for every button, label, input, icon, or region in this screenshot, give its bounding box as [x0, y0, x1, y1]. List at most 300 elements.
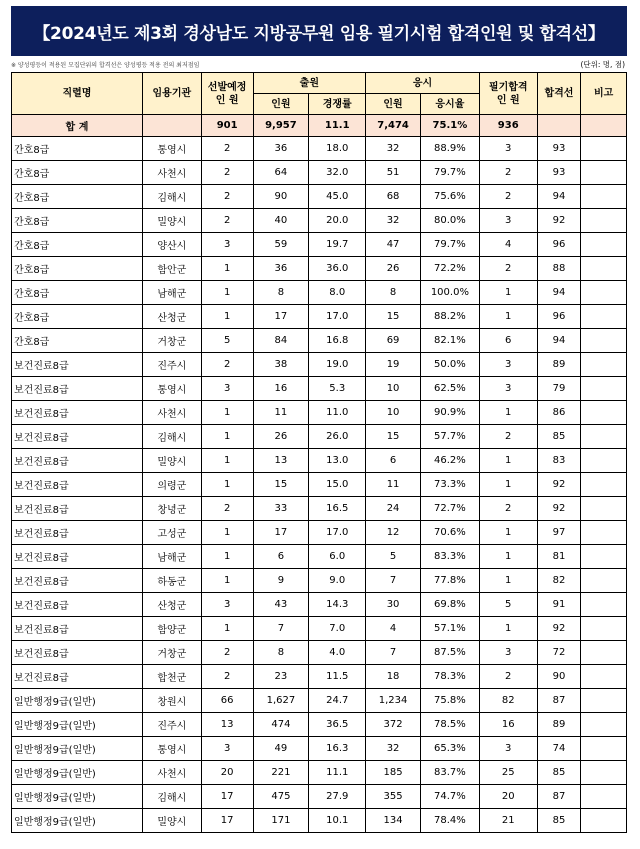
cell-job: 일반행정9급(일반) [12, 809, 143, 833]
cell-took-rate: 88.9% [420, 137, 479, 161]
cell-passed: 3 [479, 353, 537, 377]
cell-cutoff: 92 [537, 497, 581, 521]
header-job: 직렬명 [12, 73, 143, 115]
cell-planned: 1 [201, 257, 253, 281]
cell-competition: 27.9 [309, 785, 366, 809]
cell-planned: 66 [201, 689, 253, 713]
cell-planned: 2 [201, 641, 253, 665]
cell-competition: 17.0 [309, 305, 366, 329]
cell-competition: 7.0 [309, 617, 366, 641]
cell-job: 보건진료8급 [12, 353, 143, 377]
cell-cutoff: 87 [537, 689, 581, 713]
cell-passed: 2 [479, 185, 537, 209]
table-row [12, 761, 627, 785]
cell-applied: 15 [253, 473, 309, 497]
cell-took: 134 [366, 809, 421, 833]
cell-competition: 45.0 [309, 185, 366, 209]
cell-agency: 거창군 [142, 329, 201, 353]
cell-agency: 거창군 [142, 641, 201, 665]
cell-job: 일반행정9급(일반) [12, 785, 143, 809]
cell-competition: 11.5 [309, 665, 366, 689]
cell-planned: 17 [201, 785, 253, 809]
cell-planned: 1 [201, 473, 253, 497]
cell-applied: 8 [253, 281, 309, 305]
total-agency [142, 115, 201, 137]
cell-passed: 6 [479, 329, 537, 353]
cell-agency: 밀양시 [142, 809, 201, 833]
cell-took-rate: 72.2% [420, 257, 479, 281]
header-applied-count: 인원 [253, 94, 309, 115]
table-row [12, 497, 627, 521]
cell-job: 간호8급 [12, 257, 143, 281]
cell-remarks [581, 593, 627, 617]
header-agency: 임용기관 [142, 73, 201, 115]
cell-applied: 64 [253, 161, 309, 185]
cell-cutoff: 72 [537, 641, 581, 665]
cell-took-rate: 65.3% [420, 737, 479, 761]
cell-competition: 19.0 [309, 353, 366, 377]
cell-cutoff: 79 [537, 377, 581, 401]
cell-applied: 17 [253, 305, 309, 329]
cell-job: 일반행정9급(일반) [12, 713, 143, 737]
cell-planned: 5 [201, 329, 253, 353]
table-row [12, 665, 627, 689]
table-row [12, 713, 627, 737]
cell-took: 4 [366, 617, 421, 641]
cell-competition: 36.5 [309, 713, 366, 737]
unit-label: (단위: 명, 점) [580, 60, 625, 69]
cell-agency: 통영시 [142, 377, 201, 401]
cell-took: 26 [366, 257, 421, 281]
cell-remarks [581, 641, 627, 665]
cell-took: 47 [366, 233, 421, 257]
cell-remarks [581, 329, 627, 353]
cell-applied: 36 [253, 257, 309, 281]
total-competition: 11.1 [309, 115, 366, 137]
cell-competition: 17.0 [309, 521, 366, 545]
cell-applied: 17 [253, 521, 309, 545]
cell-remarks [581, 689, 627, 713]
cell-applied: 84 [253, 329, 309, 353]
cell-planned: 2 [201, 185, 253, 209]
cell-took: 30 [366, 593, 421, 617]
cell-job: 보건진료8급 [12, 473, 143, 497]
cell-passed: 4 [479, 233, 537, 257]
cell-agency: 통영시 [142, 137, 201, 161]
cell-applied: 8 [253, 641, 309, 665]
cell-took: 19 [366, 353, 421, 377]
cell-took-rate: 62.5% [420, 377, 479, 401]
cell-planned: 1 [201, 569, 253, 593]
cell-passed: 5 [479, 593, 537, 617]
cell-planned: 1 [201, 449, 253, 473]
cell-remarks [581, 209, 627, 233]
cell-cutoff: 74 [537, 737, 581, 761]
cell-took-rate: 77.8% [420, 569, 479, 593]
cell-cutoff: 85 [537, 809, 581, 833]
cell-cutoff: 92 [537, 473, 581, 497]
cell-took-rate: 74.7% [420, 785, 479, 809]
cell-job: 간호8급 [12, 233, 143, 257]
cell-competition: 10.1 [309, 809, 366, 833]
cell-planned: 2 [201, 161, 253, 185]
cell-competition: 9.0 [309, 569, 366, 593]
cell-competition: 13.0 [309, 449, 366, 473]
cell-took-rate: 73.3% [420, 473, 479, 497]
table-row [12, 521, 627, 545]
cell-planned: 3 [201, 593, 253, 617]
cell-passed: 2 [479, 425, 537, 449]
cell-job: 보건진료8급 [12, 593, 143, 617]
header-passed [479, 73, 537, 115]
results-table [11, 72, 627, 833]
cell-cutoff: 92 [537, 617, 581, 641]
cell-planned: 1 [201, 401, 253, 425]
cell-job: 보건진료8급 [12, 665, 143, 689]
header-remarks: 비고 [581, 73, 627, 115]
cell-agency: 고성군 [142, 521, 201, 545]
cell-took: 10 [366, 401, 421, 425]
cell-job: 일반행정9급(일반) [12, 689, 143, 713]
cell-job: 보건진료8급 [12, 569, 143, 593]
cell-job: 간호8급 [12, 209, 143, 233]
cell-cutoff: 88 [537, 257, 581, 281]
cell-passed: 2 [479, 257, 537, 281]
cell-competition: 36.0 [309, 257, 366, 281]
cell-took-rate: 75.8% [420, 689, 479, 713]
cell-took-rate: 87.5% [420, 641, 479, 665]
cell-planned: 20 [201, 761, 253, 785]
cell-passed: 2 [479, 161, 537, 185]
cell-remarks [581, 185, 627, 209]
table-row [12, 377, 627, 401]
cell-took: 5 [366, 545, 421, 569]
cell-job: 보건진료8급 [12, 641, 143, 665]
cell-passed: 20 [479, 785, 537, 809]
cell-applied: 7 [253, 617, 309, 641]
cell-cutoff: 92 [537, 209, 581, 233]
cell-applied: 90 [253, 185, 309, 209]
cell-cutoff: 90 [537, 665, 581, 689]
total-label: 합 계 [12, 115, 143, 137]
cell-job: 보건진료8급 [12, 449, 143, 473]
cell-cutoff: 85 [537, 761, 581, 785]
cell-cutoff: 94 [537, 281, 581, 305]
cell-remarks [581, 257, 627, 281]
cell-applied: 9 [253, 569, 309, 593]
cell-cutoff: 93 [537, 137, 581, 161]
cell-remarks [581, 305, 627, 329]
cell-took-rate: 70.6% [420, 521, 479, 545]
cell-agency: 진주시 [142, 353, 201, 377]
cell-applied: 26 [253, 425, 309, 449]
cell-competition: 4.0 [309, 641, 366, 665]
cell-remarks [581, 665, 627, 689]
cell-took-rate: 82.1% [420, 329, 479, 353]
cell-applied: 43 [253, 593, 309, 617]
cell-took-rate: 80.0% [420, 209, 479, 233]
cell-cutoff: 87 [537, 785, 581, 809]
cell-cutoff: 96 [537, 233, 581, 257]
cell-agency: 밀양시 [142, 449, 201, 473]
cell-agency: 산청군 [142, 305, 201, 329]
cell-took: 69 [366, 329, 421, 353]
cell-took: 32 [366, 737, 421, 761]
cell-planned: 1 [201, 545, 253, 569]
cell-job: 간호8급 [12, 161, 143, 185]
cell-planned: 2 [201, 137, 253, 161]
cell-applied: 23 [253, 665, 309, 689]
table-row [12, 689, 627, 713]
cell-remarks [581, 761, 627, 785]
header-took-rate: 응시율 [420, 94, 479, 115]
cell-planned: 17 [201, 809, 253, 833]
cell-remarks [581, 809, 627, 833]
cell-took-rate: 57.1% [420, 617, 479, 641]
cell-job: 보건진료8급 [12, 377, 143, 401]
cell-planned: 1 [201, 305, 253, 329]
cell-remarks [581, 785, 627, 809]
cell-job: 간호8급 [12, 281, 143, 305]
cell-job: 간호8급 [12, 305, 143, 329]
cell-agency: 창녕군 [142, 497, 201, 521]
cell-competition: 20.0 [309, 209, 366, 233]
header-planned-line2: 인 원 [215, 94, 239, 106]
cell-took: 24 [366, 497, 421, 521]
cell-applied: 36 [253, 137, 309, 161]
cell-took-rate: 57.7% [420, 425, 479, 449]
cell-planned: 2 [201, 665, 253, 689]
cell-cutoff: 81 [537, 545, 581, 569]
cell-planned: 3 [201, 233, 253, 257]
cell-passed: 2 [479, 497, 537, 521]
cell-took: 8 [366, 281, 421, 305]
table-header [12, 73, 627, 115]
cell-remarks [581, 377, 627, 401]
cell-took-rate: 88.2% [420, 305, 479, 329]
cell-took: 18 [366, 665, 421, 689]
header-passed-line1: 필기합격 [488, 81, 528, 93]
cell-planned: 3 [201, 737, 253, 761]
cell-cutoff: 93 [537, 161, 581, 185]
cell-remarks [581, 569, 627, 593]
cell-job: 보건진료8급 [12, 521, 143, 545]
header-cutoff: 합격선 [537, 73, 581, 115]
cell-agency: 창원시 [142, 689, 201, 713]
cell-competition: 14.3 [309, 593, 366, 617]
cell-planned: 2 [201, 209, 253, 233]
total-took-rate: 75.1% [420, 115, 479, 137]
cell-passed: 82 [479, 689, 537, 713]
cell-competition: 16.8 [309, 329, 366, 353]
table-row [12, 209, 627, 233]
table-row [12, 137, 627, 161]
table-row [12, 233, 627, 257]
cell-remarks [581, 161, 627, 185]
cell-remarks [581, 473, 627, 497]
cell-took: 355 [366, 785, 421, 809]
cell-took-rate: 78.3% [420, 665, 479, 689]
cell-agency: 남해군 [142, 281, 201, 305]
cell-took: 372 [366, 713, 421, 737]
cell-planned: 2 [201, 497, 253, 521]
cell-agency: 남해군 [142, 545, 201, 569]
cell-remarks [581, 233, 627, 257]
cell-competition: 26.0 [309, 425, 366, 449]
cell-applied: 40 [253, 209, 309, 233]
table-row [12, 617, 627, 641]
cell-agency: 김해시 [142, 785, 201, 809]
cell-planned: 3 [201, 377, 253, 401]
cell-competition: 18.0 [309, 137, 366, 161]
header-planned [201, 73, 253, 115]
cell-planned: 1 [201, 617, 253, 641]
cell-applied: 33 [253, 497, 309, 521]
cell-applied: 171 [253, 809, 309, 833]
cell-cutoff: 97 [537, 521, 581, 545]
table-row [12, 185, 627, 209]
table-row [12, 569, 627, 593]
cell-remarks [581, 521, 627, 545]
cell-agency: 진주시 [142, 713, 201, 737]
cell-took-rate: 72.7% [420, 497, 479, 521]
cell-applied: 6 [253, 545, 309, 569]
cell-cutoff: 89 [537, 713, 581, 737]
cell-competition: 5.3 [309, 377, 366, 401]
total-planned: 901 [201, 115, 253, 137]
table-row [12, 425, 627, 449]
cell-agency: 김해시 [142, 185, 201, 209]
table-row [12, 353, 627, 377]
cell-remarks [581, 713, 627, 737]
cell-took: 15 [366, 425, 421, 449]
table-row [12, 401, 627, 425]
table-row [12, 737, 627, 761]
table-row [12, 785, 627, 809]
cell-took: 68 [366, 185, 421, 209]
cell-remarks [581, 425, 627, 449]
cell-applied: 49 [253, 737, 309, 761]
cell-took-rate: 79.7% [420, 161, 479, 185]
total-row [12, 115, 627, 137]
cell-took-rate: 83.7% [420, 761, 479, 785]
cell-agency: 산청군 [142, 593, 201, 617]
cell-agency: 의령군 [142, 473, 201, 497]
cell-passed: 3 [479, 641, 537, 665]
cell-job: 간호8급 [12, 137, 143, 161]
cell-took: 6 [366, 449, 421, 473]
table-row [12, 449, 627, 473]
cell-planned: 1 [201, 281, 253, 305]
cell-remarks [581, 617, 627, 641]
header-took: 응시 [366, 73, 480, 94]
cell-remarks [581, 137, 627, 161]
cell-agency: 김해시 [142, 425, 201, 449]
cell-remarks [581, 401, 627, 425]
cell-cutoff: 85 [537, 425, 581, 449]
table-row [12, 161, 627, 185]
cell-passed: 3 [479, 377, 537, 401]
cell-applied: 1,627 [253, 689, 309, 713]
cell-agency: 사천시 [142, 761, 201, 785]
cell-passed: 3 [479, 737, 537, 761]
cell-job: 일반행정9급(일반) [12, 737, 143, 761]
cell-passed: 2 [479, 665, 537, 689]
table-row [12, 473, 627, 497]
cell-passed: 21 [479, 809, 537, 833]
cell-passed: 1 [479, 401, 537, 425]
cell-took-rate: 46.2% [420, 449, 479, 473]
footnote-text: ※ 양성평등이 적용된 모집단위의 합격선은 양성평등 적용 전의 최저점임 [11, 62, 200, 69]
cell-took: 12 [366, 521, 421, 545]
cell-competition: 16.3 [309, 737, 366, 761]
cell-agency: 통영시 [142, 737, 201, 761]
cell-passed: 25 [479, 761, 537, 785]
cell-competition: 15.0 [309, 473, 366, 497]
cell-planned: 2 [201, 353, 253, 377]
cell-cutoff: 94 [537, 329, 581, 353]
cell-passed: 1 [479, 281, 537, 305]
cell-passed: 1 [479, 545, 537, 569]
cell-passed: 1 [479, 305, 537, 329]
cell-planned: 13 [201, 713, 253, 737]
table-row [12, 305, 627, 329]
cell-job: 보건진료8급 [12, 401, 143, 425]
cell-agency: 합천군 [142, 665, 201, 689]
cell-job: 보건진료8급 [12, 545, 143, 569]
cell-agency: 하동군 [142, 569, 201, 593]
cell-took-rate: 75.6% [420, 185, 479, 209]
cell-competition: 8.0 [309, 281, 366, 305]
cell-took-rate: 100.0% [420, 281, 479, 305]
cell-job: 보건진료8급 [12, 617, 143, 641]
table-row [12, 257, 627, 281]
cell-took: 10 [366, 377, 421, 401]
cell-took: 1,234 [366, 689, 421, 713]
header-took-count: 인원 [366, 94, 421, 115]
cell-passed: 3 [479, 137, 537, 161]
cell-competition: 24.7 [309, 689, 366, 713]
table-row [12, 809, 627, 833]
cell-passed: 3 [479, 209, 537, 233]
cell-job: 간호8급 [12, 329, 143, 353]
cell-job: 보건진료8급 [12, 497, 143, 521]
total-passed: 936 [479, 115, 537, 137]
cell-competition: 11.0 [309, 401, 366, 425]
cell-took-rate: 69.8% [420, 593, 479, 617]
header-planned-line1: 선발예정 [207, 81, 247, 93]
cell-applied: 474 [253, 713, 309, 737]
cell-remarks [581, 449, 627, 473]
notes-row [11, 58, 627, 70]
cell-job: 간호8급 [12, 185, 143, 209]
cell-cutoff: 94 [537, 185, 581, 209]
total-applied: 9,957 [253, 115, 309, 137]
cell-agency: 함양군 [142, 617, 201, 641]
cell-applied: 59 [253, 233, 309, 257]
cell-took: 11 [366, 473, 421, 497]
cell-passed: 1 [479, 617, 537, 641]
cell-remarks [581, 545, 627, 569]
header-competition: 경쟁률 [309, 94, 366, 115]
cell-job: 보건진료8급 [12, 425, 143, 449]
cell-took-rate: 50.0% [420, 353, 479, 377]
cell-cutoff: 83 [537, 449, 581, 473]
cell-agency: 사천시 [142, 401, 201, 425]
cell-took-rate: 83.3% [420, 545, 479, 569]
cell-applied: 16 [253, 377, 309, 401]
cell-cutoff: 89 [537, 353, 581, 377]
